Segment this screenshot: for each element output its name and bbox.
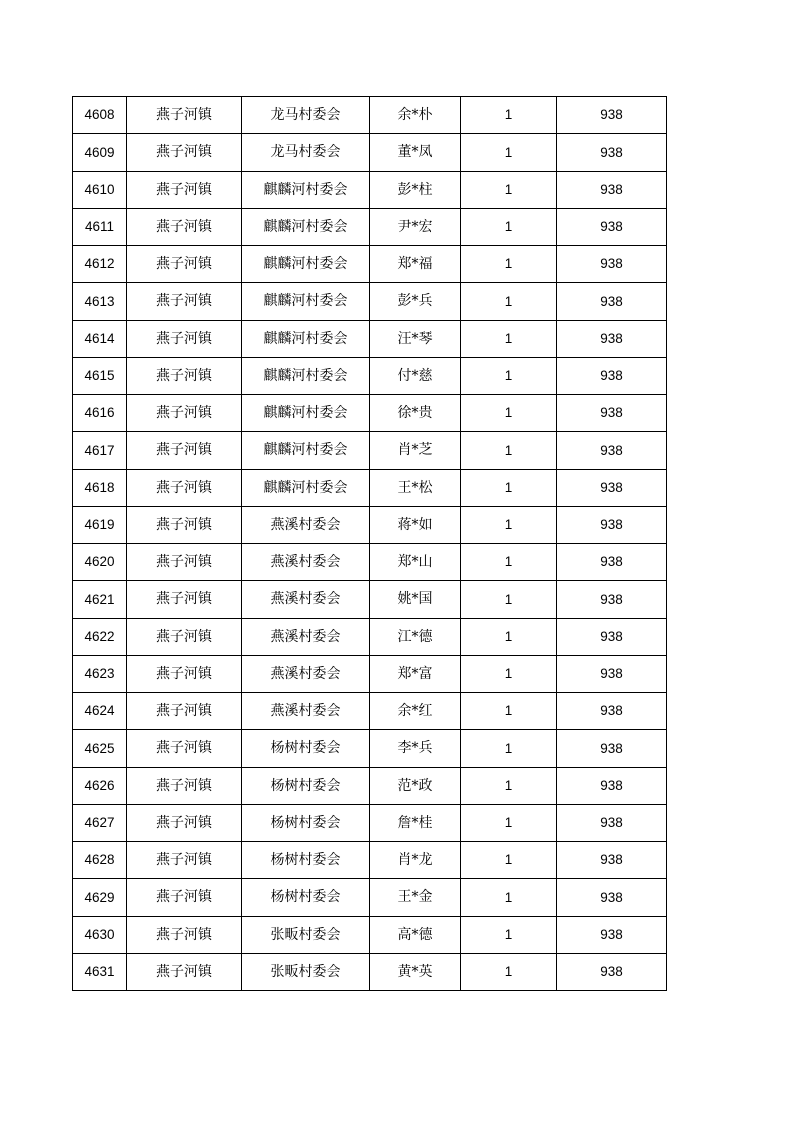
amount-cell: 938 [557, 953, 667, 990]
count-cell: 1 [461, 804, 557, 841]
row-index-cell: 4628 [73, 842, 127, 879]
person-name-cell: 郑*富 [370, 655, 461, 692]
town-cell: 燕子河镇 [127, 842, 242, 879]
row-index-cell: 4629 [73, 879, 127, 916]
table-row [73, 842, 667, 879]
village-committee-cell: 龙马村委会 [242, 134, 370, 171]
count-cell: 1 [461, 283, 557, 320]
count-cell: 1 [461, 544, 557, 581]
person-name-cell: 蒋*如 [370, 506, 461, 543]
town-cell: 燕子河镇 [127, 171, 242, 208]
table-row [73, 357, 667, 394]
count-cell: 1 [461, 208, 557, 245]
person-name-cell: 李*兵 [370, 730, 461, 767]
count-cell: 1 [461, 879, 557, 916]
count-cell: 1 [461, 693, 557, 730]
person-name-cell: 付*慈 [370, 357, 461, 394]
table-row [73, 730, 667, 767]
amount-cell: 938 [557, 469, 667, 506]
row-index-cell: 4618 [73, 469, 127, 506]
amount-cell: 938 [557, 618, 667, 655]
person-name-cell: 彭*柱 [370, 171, 461, 208]
count-cell: 1 [461, 134, 557, 171]
village-committee-cell: 麒麟河村委会 [242, 246, 370, 283]
table-row [73, 432, 667, 469]
village-committee-cell: 麒麟河村委会 [242, 320, 370, 357]
table-row [73, 171, 667, 208]
amount-cell: 938 [557, 879, 667, 916]
village-committee-cell: 燕溪村委会 [242, 693, 370, 730]
count-cell: 1 [461, 432, 557, 469]
town-cell: 燕子河镇 [127, 693, 242, 730]
person-name-cell: 董*凤 [370, 134, 461, 171]
person-name-cell: 汪*琴 [370, 320, 461, 357]
amount-cell: 938 [557, 283, 667, 320]
table-row [73, 953, 667, 990]
village-committee-cell: 杨树村委会 [242, 879, 370, 916]
amount-cell: 938 [557, 767, 667, 804]
amount-cell: 938 [557, 544, 667, 581]
village-committee-cell: 燕溪村委会 [242, 618, 370, 655]
row-index-cell: 4617 [73, 432, 127, 469]
village-committee-cell: 燕溪村委会 [242, 581, 370, 618]
row-index-cell: 4625 [73, 730, 127, 767]
row-index-cell: 4621 [73, 581, 127, 618]
village-committee-cell: 张畈村委会 [242, 916, 370, 953]
amount-cell: 938 [557, 171, 667, 208]
count-cell: 1 [461, 395, 557, 432]
town-cell: 燕子河镇 [127, 879, 242, 916]
person-name-cell: 詹*桂 [370, 804, 461, 841]
count-cell: 1 [461, 953, 557, 990]
village-committee-cell: 张畈村委会 [242, 953, 370, 990]
village-committee-cell: 杨树村委会 [242, 842, 370, 879]
table-row [73, 916, 667, 953]
person-name-cell: 王*松 [370, 469, 461, 506]
row-index-cell: 4613 [73, 283, 127, 320]
town-cell: 燕子河镇 [127, 618, 242, 655]
town-cell: 燕子河镇 [127, 208, 242, 245]
person-name-cell: 王*金 [370, 879, 461, 916]
row-index-cell: 4622 [73, 618, 127, 655]
table-row [73, 134, 667, 171]
table-row [73, 544, 667, 581]
count-cell: 1 [461, 767, 557, 804]
row-index-cell: 4627 [73, 804, 127, 841]
amount-cell: 938 [557, 506, 667, 543]
row-index-cell: 4611 [73, 208, 127, 245]
count-cell: 1 [461, 506, 557, 543]
amount-cell: 938 [557, 730, 667, 767]
count-cell: 1 [461, 469, 557, 506]
row-index-cell: 4620 [73, 544, 127, 581]
table-row [73, 581, 667, 618]
table-row [73, 693, 667, 730]
person-name-cell: 高*德 [370, 916, 461, 953]
table-row [73, 804, 667, 841]
person-name-cell: 江*德 [370, 618, 461, 655]
village-committee-cell: 燕溪村委会 [242, 655, 370, 692]
town-cell: 燕子河镇 [127, 432, 242, 469]
person-name-cell: 范*政 [370, 767, 461, 804]
village-committee-cell: 麒麟河村委会 [242, 432, 370, 469]
amount-cell: 938 [557, 804, 667, 841]
town-cell: 燕子河镇 [127, 134, 242, 171]
row-index-cell: 4614 [73, 320, 127, 357]
town-cell: 燕子河镇 [127, 395, 242, 432]
table-row [73, 395, 667, 432]
town-cell: 燕子河镇 [127, 767, 242, 804]
table-row [73, 767, 667, 804]
town-cell: 燕子河镇 [127, 804, 242, 841]
amount-cell: 938 [557, 395, 667, 432]
person-name-cell: 余*红 [370, 693, 461, 730]
table-row [73, 208, 667, 245]
village-committee-cell: 麒麟河村委会 [242, 283, 370, 320]
table-row [73, 655, 667, 692]
amount-cell: 938 [557, 916, 667, 953]
row-index-cell: 4615 [73, 357, 127, 394]
amount-cell: 938 [557, 432, 667, 469]
village-committee-cell: 麒麟河村委会 [242, 469, 370, 506]
row-index-cell: 4623 [73, 655, 127, 692]
row-index-cell: 4619 [73, 506, 127, 543]
row-index-cell: 4616 [73, 395, 127, 432]
town-cell: 燕子河镇 [127, 97, 242, 134]
town-cell: 燕子河镇 [127, 730, 242, 767]
roster-table [72, 96, 667, 991]
row-index-cell: 4626 [73, 767, 127, 804]
person-name-cell: 郑*福 [370, 246, 461, 283]
amount-cell: 938 [557, 134, 667, 171]
amount-cell: 938 [557, 842, 667, 879]
amount-cell: 938 [557, 246, 667, 283]
town-cell: 燕子河镇 [127, 246, 242, 283]
count-cell: 1 [461, 171, 557, 208]
count-cell: 1 [461, 916, 557, 953]
count-cell: 1 [461, 618, 557, 655]
town-cell: 燕子河镇 [127, 357, 242, 394]
table-row [73, 320, 667, 357]
town-cell: 燕子河镇 [127, 655, 242, 692]
village-committee-cell: 龙马村委会 [242, 97, 370, 134]
village-committee-cell: 麒麟河村委会 [242, 171, 370, 208]
amount-cell: 938 [557, 581, 667, 618]
village-committee-cell: 麒麟河村委会 [242, 208, 370, 245]
row-index-cell: 4624 [73, 693, 127, 730]
table-row [73, 879, 667, 916]
row-index-cell: 4612 [73, 246, 127, 283]
village-committee-cell: 麒麟河村委会 [242, 357, 370, 394]
row-index-cell: 4609 [73, 134, 127, 171]
table-row [73, 469, 667, 506]
count-cell: 1 [461, 581, 557, 618]
amount-cell: 938 [557, 320, 667, 357]
person-name-cell: 肖*芝 [370, 432, 461, 469]
village-committee-cell: 杨树村委会 [242, 804, 370, 841]
village-committee-cell: 燕溪村委会 [242, 544, 370, 581]
amount-cell: 938 [557, 208, 667, 245]
person-name-cell: 郑*山 [370, 544, 461, 581]
town-cell: 燕子河镇 [127, 283, 242, 320]
person-name-cell: 尹*宏 [370, 208, 461, 245]
person-name-cell: 肖*龙 [370, 842, 461, 879]
table-row [73, 618, 667, 655]
town-cell: 燕子河镇 [127, 953, 242, 990]
count-cell: 1 [461, 730, 557, 767]
table-row [73, 246, 667, 283]
town-cell: 燕子河镇 [127, 469, 242, 506]
amount-cell: 938 [557, 357, 667, 394]
row-index-cell: 4631 [73, 953, 127, 990]
table-row [73, 97, 667, 134]
amount-cell: 938 [557, 97, 667, 134]
count-cell: 1 [461, 320, 557, 357]
amount-cell: 938 [557, 693, 667, 730]
town-cell: 燕子河镇 [127, 320, 242, 357]
person-name-cell: 姚*国 [370, 581, 461, 618]
person-name-cell: 余*朴 [370, 97, 461, 134]
row-index-cell: 4630 [73, 916, 127, 953]
roster-table-body [73, 97, 667, 991]
town-cell: 燕子河镇 [127, 544, 242, 581]
village-committee-cell: 燕溪村委会 [242, 506, 370, 543]
count-cell: 1 [461, 842, 557, 879]
village-committee-cell: 杨树村委会 [242, 767, 370, 804]
person-name-cell: 黄*英 [370, 953, 461, 990]
table-row [73, 506, 667, 543]
count-cell: 1 [461, 357, 557, 394]
village-committee-cell: 杨树村委会 [242, 730, 370, 767]
count-cell: 1 [461, 97, 557, 134]
town-cell: 燕子河镇 [127, 916, 242, 953]
person-name-cell: 彭*兵 [370, 283, 461, 320]
person-name-cell: 徐*贵 [370, 395, 461, 432]
town-cell: 燕子河镇 [127, 581, 242, 618]
amount-cell: 938 [557, 655, 667, 692]
count-cell: 1 [461, 655, 557, 692]
village-committee-cell: 麒麟河村委会 [242, 395, 370, 432]
town-cell: 燕子河镇 [127, 506, 242, 543]
table-row [73, 283, 667, 320]
count-cell: 1 [461, 246, 557, 283]
row-index-cell: 4610 [73, 171, 127, 208]
row-index-cell: 4608 [73, 97, 127, 134]
